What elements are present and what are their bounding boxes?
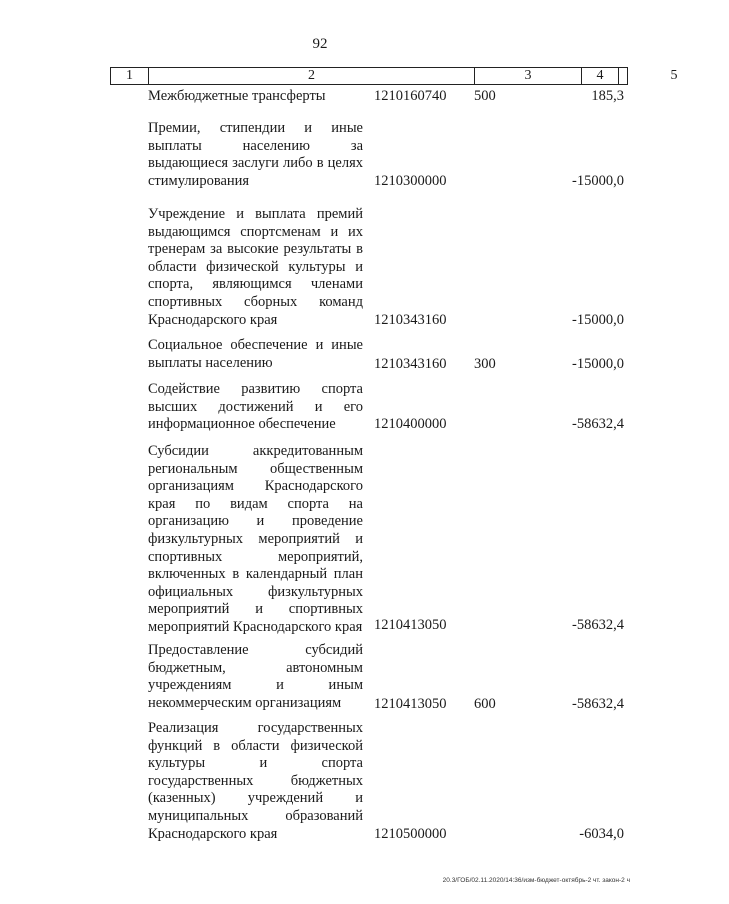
header-col-1: 1 bbox=[111, 68, 149, 84]
row-amount: -58632,4 bbox=[572, 416, 624, 432]
row-code: 1210343160 bbox=[374, 312, 447, 328]
row-code: 1210413050 bbox=[374, 696, 447, 712]
header-col-4: 4 bbox=[582, 68, 619, 84]
row-amount: -58632,4 bbox=[572, 696, 624, 712]
row-description: Субсидии аккредитованным региональным общественным организациям Краснодарского края по видам спорта на организацию и проведение физкультурных мероприятий и спортивных мероприятий, включенных в календарный план официальных физкультурных мероприятий и спортивных мероприятий Краснодарского края bbox=[148, 443, 363, 635]
row-code: 1210343160 bbox=[374, 356, 447, 372]
row-amount: 185,3 bbox=[591, 88, 624, 104]
row-code: 1210413050 bbox=[374, 617, 447, 633]
row-kvr: 300 bbox=[474, 356, 496, 372]
row-description: Премии, стипендии и иные выплаты населению за выдающиеся заслуги либо в целях стимулирования bbox=[148, 120, 363, 189]
header-col-5: 5 bbox=[670, 68, 678, 83]
header-col-2: 2 bbox=[149, 68, 475, 84]
row-kvr: 500 bbox=[474, 88, 496, 104]
row-amount: -58632,4 bbox=[572, 617, 624, 633]
row-code: 1210160740 bbox=[374, 88, 447, 104]
header-col-3: 3 bbox=[475, 68, 582, 84]
row-code: 1210500000 bbox=[374, 826, 447, 842]
row-amount: -15000,0 bbox=[572, 173, 624, 189]
row-description: Реализация государственных функций в области физической культуры и спорта государственных бюджетных (казенных) учреждений и муниципальных образований Краснодарского края bbox=[148, 720, 363, 842]
row-description: Содействие развитию спорта высших достижений и его информационное обеспечение bbox=[148, 381, 363, 433]
row-description: Предоставление субсидий бюджетным, автономным учреждениям и иным некоммерческим организациям bbox=[148, 642, 363, 711]
row-code: 1210300000 bbox=[374, 173, 447, 189]
row-description: Межбюджетные трансферты bbox=[148, 88, 326, 104]
row-kvr: 600 bbox=[474, 696, 496, 712]
row-description: Социальное обеспечение и иные выплаты населению bbox=[148, 337, 363, 371]
row-amount: -15000,0 bbox=[572, 356, 624, 372]
row-code: 1210400000 bbox=[374, 416, 447, 432]
page-number: 92 bbox=[312, 36, 328, 52]
row-amount: -6034,0 bbox=[579, 826, 624, 842]
row-description: Учреждение и выплата премий выдающимся спортсменам и их тренерам за высокие результаты в области физической культуры и спорта, являющимся членами спортивных сборных команд Краснодарского края bbox=[148, 206, 363, 328]
row-amount: -15000,0 bbox=[572, 312, 624, 328]
document-footer-code: 20.3/ГОБ/02.11.2020/14:36/изм-бюджет-октябрь-2 чт. закон-2 ч bbox=[442, 877, 630, 884]
table-header bbox=[110, 67, 678, 85]
